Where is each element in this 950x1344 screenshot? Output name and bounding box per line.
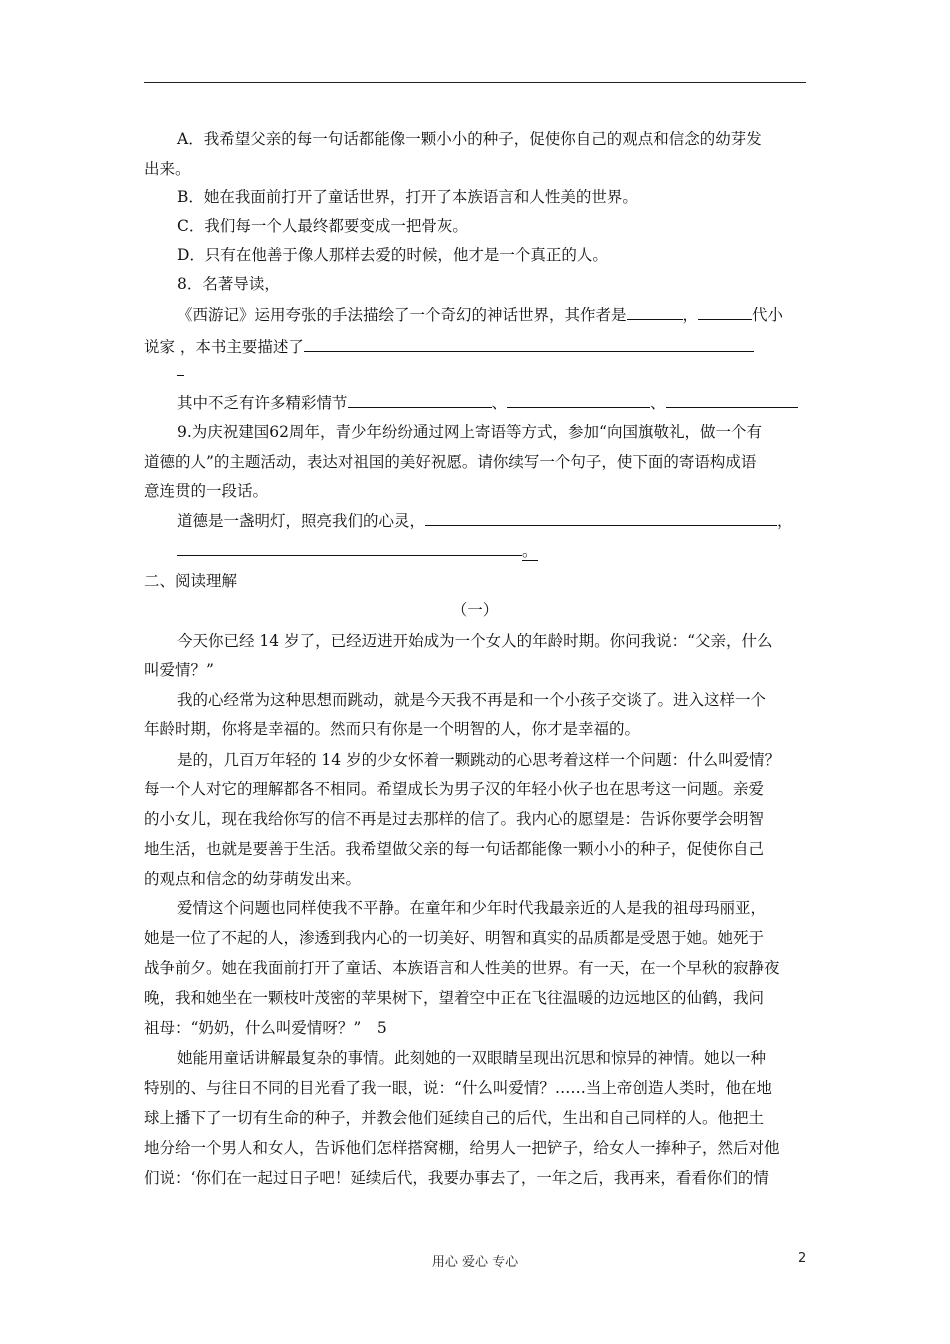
option-a-line2: 出来。 (144, 160, 191, 178)
passage-line: 今天你已经 14 岁了，已经迈进开始成为一个女人的年龄时期。你问我说：“父亲，什么 (177, 632, 773, 650)
q8-line3-text: 其中不乏有许多精彩情节 (177, 394, 348, 412)
q9-line1: 9.为庆祝建国62周年，青少年纷纷通过网上寄语等方式，参加“向国旗敬礼，做一个有 (177, 423, 762, 441)
passage-line: 地生活，也就是要善于生活。我希望做父亲的每一句话都能像一颗小小的种子，促使你自己 (144, 840, 765, 858)
plot-blank-2[interactable] (507, 393, 650, 408)
passage-line: 年龄时期，你将是幸福的。然而只有你是一个明智的人，你才是幸福的。 (144, 720, 641, 738)
q8-line2 (144, 337, 754, 357)
q9-comma: ， (777, 512, 793, 530)
q8-title: 8．名著导读， (177, 275, 280, 293)
continue-blank-1[interactable] (425, 511, 777, 526)
q8-line1 (177, 305, 783, 325)
q8-line3 (177, 393, 798, 413)
continue-blank-2[interactable] (177, 541, 522, 556)
passage-line: 祖母：“奶奶，什么叫爱情呀？” 5 (144, 1019, 387, 1037)
page-number: 2 (798, 1251, 807, 1266)
q8-line2-text: 说家 ，本书主要描述了 (144, 338, 304, 356)
plot-blank-1[interactable] (348, 393, 492, 408)
passage-line: 爱情这个问题也同样使我不平静。在童年和少年时代我最亲近的人是我的祖母玛丽亚， (177, 899, 767, 917)
q8-line1-text: 《西游记》运用夸张的手法描绘了一个奇幻的神话世界，其作者是 (177, 306, 627, 324)
passage-line: 她能用童话讲解最复杂的事情。此刻她的一双眼睛呈现出沉思和惊异的神情。她以一种 (177, 1049, 767, 1067)
passage-line: 战争前夕。她在我面前打开了童话、本族语言和人性美的世界。有一天，在一个早秋的寂静夜 (144, 959, 780, 977)
q9-period: 。 (522, 542, 538, 560)
plot-blank-3[interactable] (666, 393, 798, 408)
passage-line: 她是一位了不起的人，渗透到我内心的一切美好、明智和真实的品质都是受恩于她。她死于 (144, 929, 765, 947)
q9-line4 (177, 511, 793, 531)
summary-blank[interactable] (304, 337, 754, 352)
passage-line: 球上播下了一切有生命的种子，并教会他们延续自己的后代，生出和自己同样的人。他把土 (144, 1109, 765, 1127)
passage-line: 是的，几百万年轻的 14 岁的少女怀着一颗跳动的心思考着这样一个问题：什么叫爱情？ (177, 751, 781, 769)
author-blank[interactable] (627, 305, 683, 320)
passage-line: 特别的、与往日不同的目光看了我一眼，说：“什么叫爱情？……当上帝创造人类时，他在地 (144, 1079, 772, 1097)
passage-line: 每一个人对它的理解都各不相同。希望成长为男子汉的年轻小伙子也在思考这一问题。亲爱 (144, 780, 765, 798)
q8-sep2: 、 (650, 394, 666, 412)
passage-line: 的小女儿，现在我给你写的信不再是过去那样的信了。我内心的愿望是：告诉你要学会明智 (144, 810, 765, 828)
option-d: D．只有在他善于像人那样去爱的时候，他才是一个真正的人。 (177, 246, 608, 264)
q9-line5 (177, 541, 538, 561)
passage-line: 叫爱情？” (144, 661, 214, 679)
option-c: C．我们每一个人最终都要变成一把骨灰。 (177, 217, 468, 235)
summary-blank-continuation[interactable] (177, 375, 184, 376)
q9-line3: 意连贯的一段话。 (144, 482, 269, 500)
option-a-line1: A．我希望父亲的每一句话都能像一颗小小的种子，促使你自己的观点和信念的幼芽发 (177, 130, 762, 148)
passage-line: 的观点和信念的幼芽萌发出来。 (144, 870, 362, 888)
section-subtitle: （一） (451, 601, 499, 619)
passage-line: 们说：‘你们在一起过日子吧！延续后代，我要办事去了，一年之后，我再来，看看你们的情 (144, 1169, 769, 1187)
option-b: B．她在我面前打开了童话世界，打开了本族语言和人性美的世界。 (177, 188, 638, 206)
q8-comma: ， (682, 306, 699, 324)
passage-line: 地分给一个男人和女人，告诉他们怎样搭窝棚，给男人一把铲子，给女人一捧种子，然后对他 (144, 1139, 780, 1157)
q8-line1-end: 代小 (752, 306, 784, 324)
footer-text: 用心 爱心 专心 (431, 1255, 519, 1270)
section-title: 二、阅读理解 (144, 572, 238, 590)
passage-line: 我的心经常为这种思想而跳动，就是今天我不再是和一个小孩子交谈了。进入这样一个 (177, 691, 767, 709)
q8-sep1: 、 (491, 394, 508, 412)
header-rule (144, 82, 806, 83)
dynasty-blank[interactable] (698, 305, 752, 320)
q9-line2: 道德的人”的主题活动，表达对祖国的美好祝愿。请你续写一个句子，使下面的寄语构成语 (144, 453, 757, 471)
passage-line: 晚，我和她坐在一颗枝叶茂密的苹果树下，望着空中正在飞往温暖的边远地区的仙鹤，我问 (144, 989, 765, 1007)
q9-prompt: 道德是一盏明灯，照亮我们的心灵， (177, 512, 426, 530)
